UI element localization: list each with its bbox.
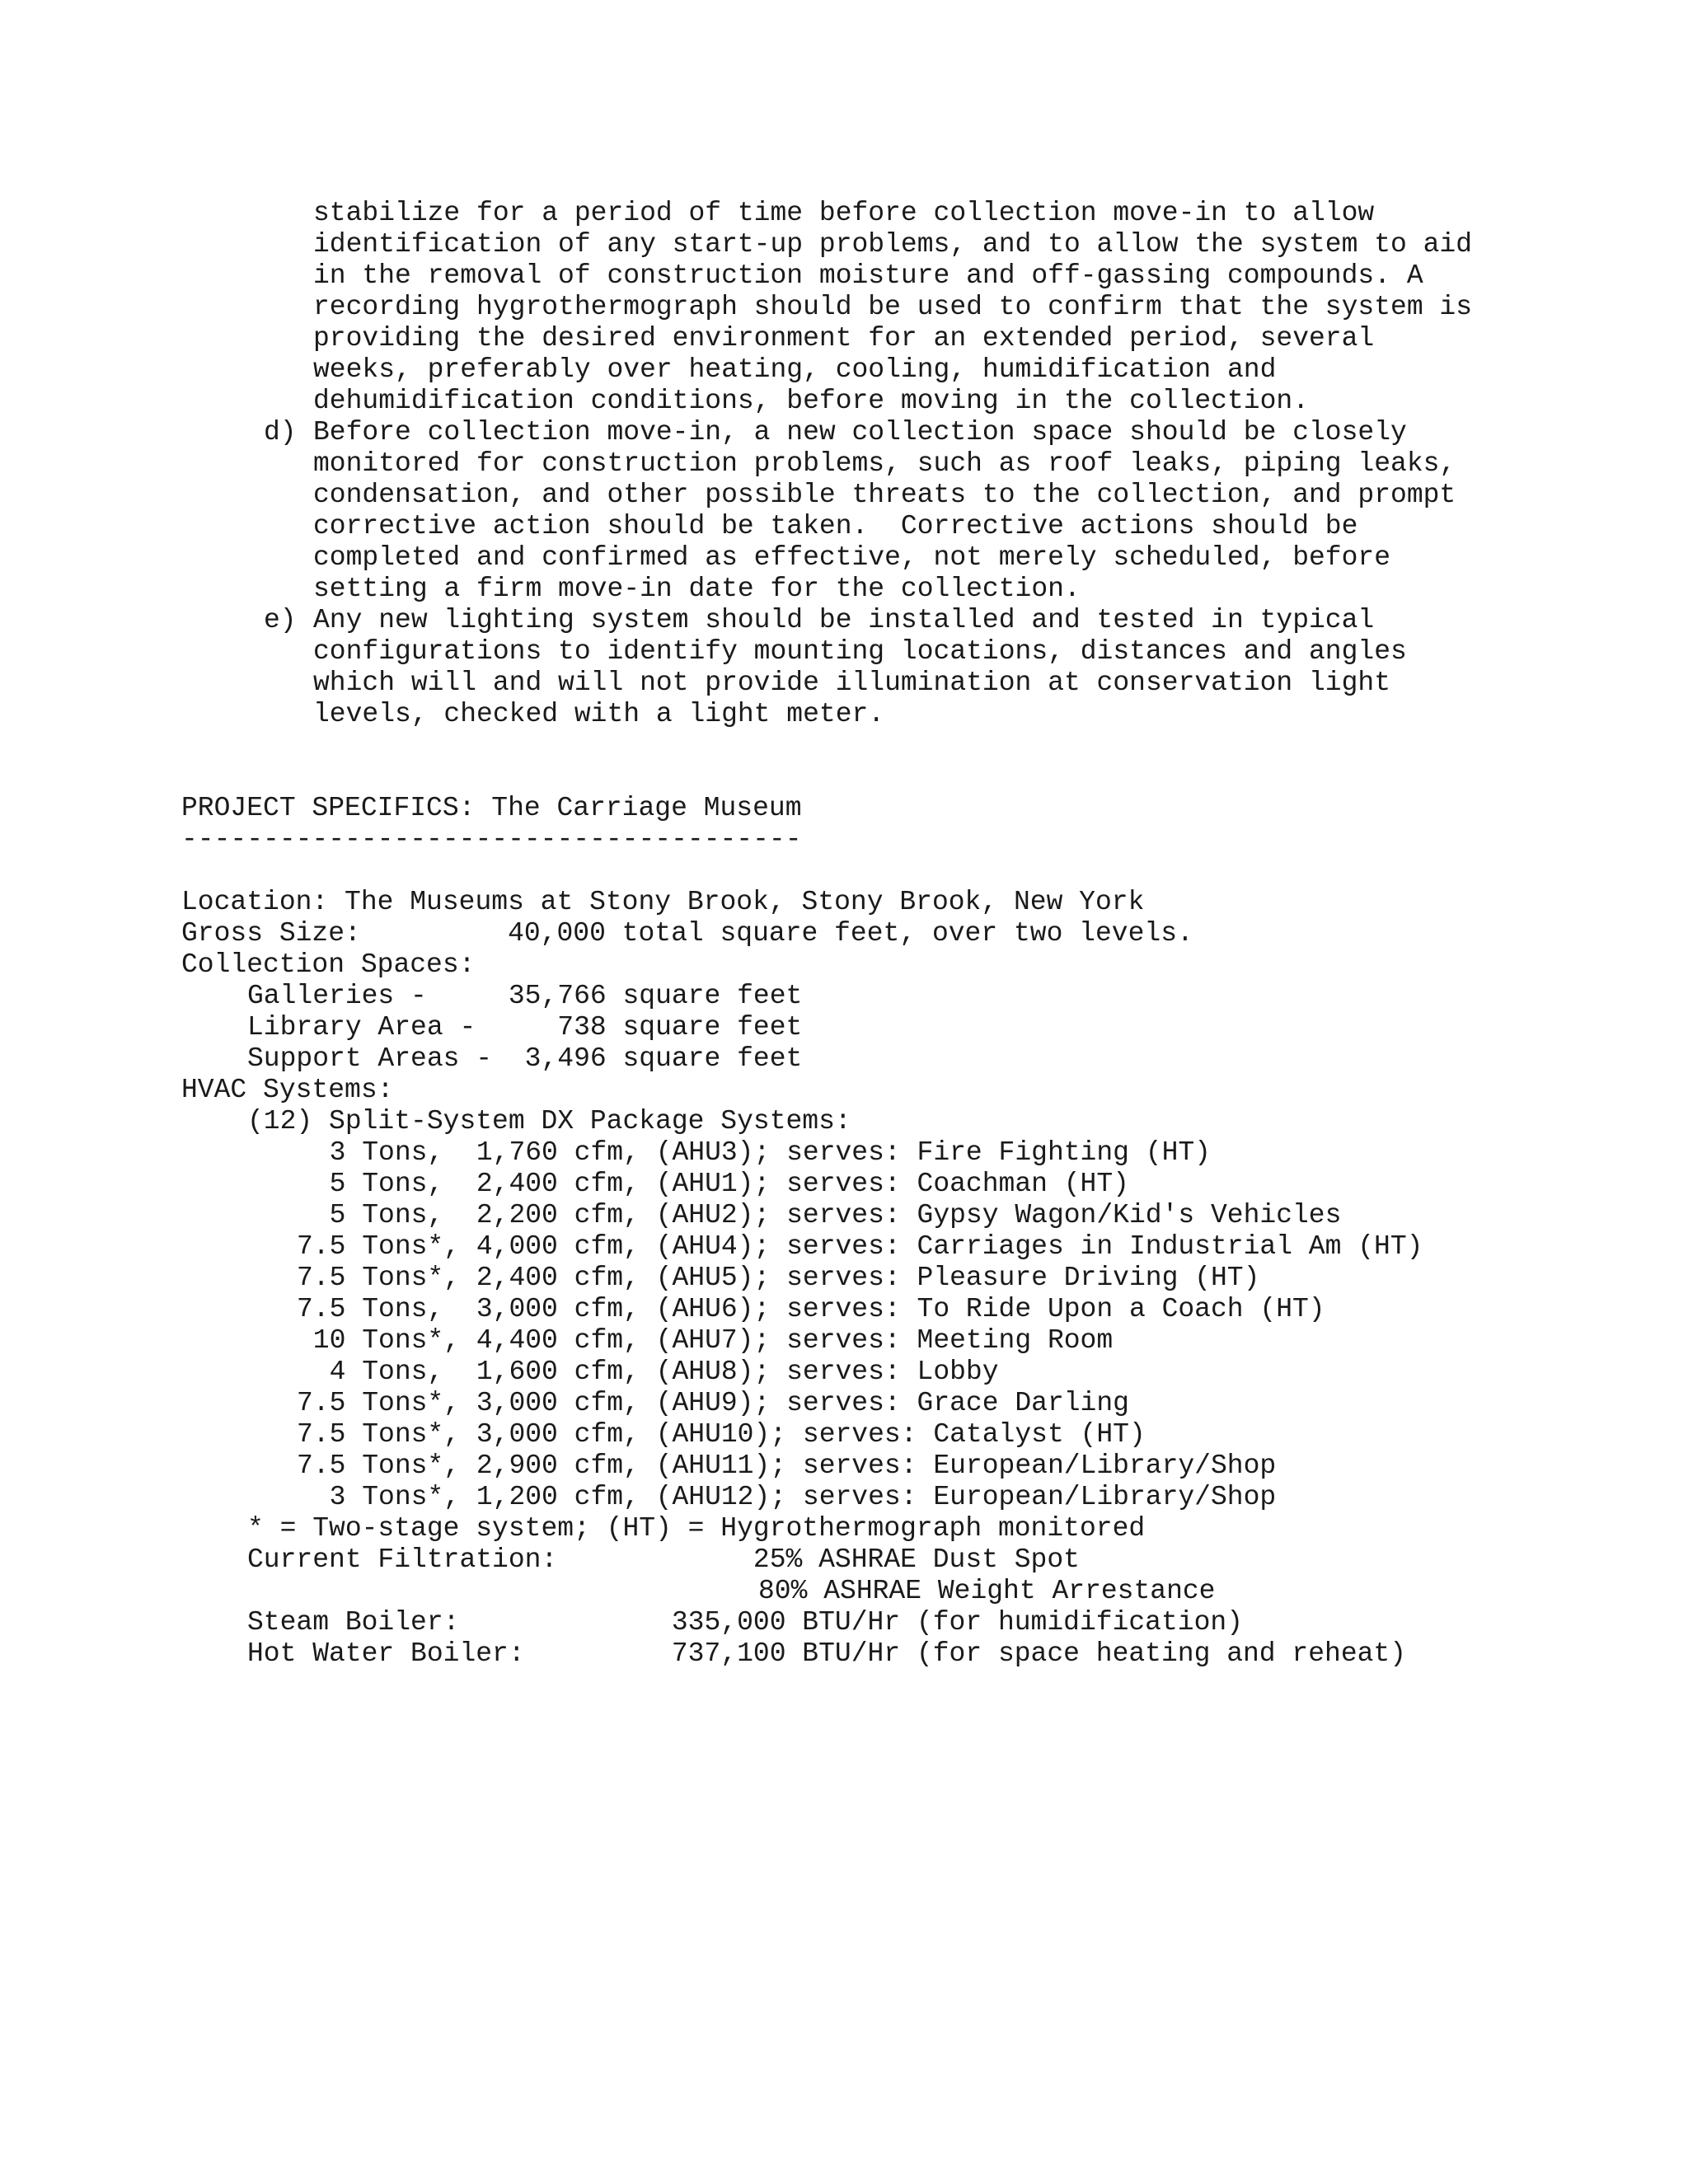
collection-space-line: Library Area - 738 square feet bbox=[247, 1012, 803, 1043]
hvac-unit-line: 7.5 Tons*, 2,400 cfm, (AHU5); serves: Pleasure Driving (HT) bbox=[297, 1263, 1260, 1293]
paragraph-line: providing the desired environment for an extended period, several bbox=[313, 323, 1375, 354]
list-item-line: levels, checked with a light meter. bbox=[313, 699, 885, 729]
collection-space-line: Support Areas - 3,496 square feet bbox=[247, 1043, 803, 1074]
list-item-line: corrective action should be taken. Corrective actions should be bbox=[313, 511, 1358, 541]
section-heading: PROJECT SPECIFICS: The Carriage Museum bbox=[181, 793, 802, 823]
filtration-line: 80% ASHRAE Weight Arrestance bbox=[758, 1576, 1216, 1606]
list-item-line: setting a firm move-in date for the collection. bbox=[313, 574, 1081, 604]
hvac-unit-line: 4 Tons, 1,600 cfm, (AHU8); serves: Lobby bbox=[297, 1357, 999, 1387]
hvac-unit-line: 10 Tons*, 4,400 cfm, (AHU7); serves: Meeting Room bbox=[297, 1325, 1114, 1356]
paragraph-line: weeks, preferably over heating, cooling, humidification and bbox=[313, 354, 1277, 385]
paragraph-line: in the removal of construction moisture and off-gassing compounds. A bbox=[313, 260, 1423, 291]
hvac-systems-label: HVAC Systems: bbox=[181, 1075, 394, 1105]
gross-size-line: Gross Size: 40,000 total square feet, over two levels. bbox=[181, 918, 1193, 949]
hvac-unit-line: 7.5 Tons*, 4,000 cfm, (AHU4); serves: Carriages in Industrial Am (HT) bbox=[297, 1231, 1423, 1262]
hot-water-boiler-line: Hot Water Boiler: 737,100 BTU/Hr (for space heating and reheat) bbox=[247, 1638, 1407, 1669]
collection-spaces-label: Collection Spaces: bbox=[181, 949, 476, 980]
list-item-line: monitored for construction problems, such as roof leaks, piping leaks, bbox=[313, 448, 1456, 479]
paragraph-line: dehumidification conditions, before moving in the collection. bbox=[313, 386, 1309, 416]
hvac-unit-line: 3 Tons*, 1,200 cfm, (AHU12); serves: European/Library/Shop bbox=[297, 1482, 1277, 1512]
list-item-line: completed and confirmed as effective, not merely scheduled, before bbox=[313, 542, 1391, 573]
location-line: Location: The Museums at Stony Brook, Stony Brook, New York bbox=[181, 887, 1145, 917]
steam-boiler-line: Steam Boiler: 335,000 BTU/Hr (for humidification) bbox=[247, 1607, 1243, 1638]
hvac-unit-line: 3 Tons, 1,760 cfm, (AHU3); serves: Fire Fighting (HT) bbox=[297, 1137, 1211, 1168]
package-systems-label: (12) Split-System DX Package Systems: bbox=[247, 1106, 851, 1137]
list-item-line: which will and will not provide illumination at conservation light bbox=[313, 668, 1391, 698]
paragraph-line: stabilize for a period of time before collection move-in to allow bbox=[313, 198, 1375, 228]
hvac-unit-line: 5 Tons, 2,400 cfm, (AHU1); serves: Coachman (HT) bbox=[297, 1169, 1129, 1199]
legend-note: * = Two-stage system; (HT) = Hygrothermograph monitored bbox=[247, 1513, 1146, 1544]
list-item-line: Any new lighting system should be installed and tested in typical bbox=[313, 605, 1375, 635]
hvac-unit-line: 5 Tons, 2,200 cfm, (AHU2); serves: Gypsy Wagon/Kid's Vehicles bbox=[297, 1200, 1342, 1230]
hvac-unit-line: 7.5 Tons*, 2,900 cfm, (AHU11); serves: European/Library/Shop bbox=[297, 1451, 1277, 1481]
list-item-line: configurations to identify mounting locations, distances and angles bbox=[313, 636, 1407, 667]
hvac-unit-line: 7.5 Tons*, 3,000 cfm, (AHU9); serves: Grace Darling bbox=[297, 1388, 1129, 1418]
collection-space-line: Galleries - 35,766 square feet bbox=[247, 981, 803, 1011]
heading-rule: -------------------------------------- bbox=[181, 824, 802, 855]
hvac-unit-line: 7.5 Tons, 3,000 cfm, (AHU6); serves: To Ride Upon a Coach (HT) bbox=[297, 1294, 1325, 1324]
filtration-line: Current Filtration: 25% ASHRAE Dust Spot bbox=[247, 1544, 1080, 1575]
list-item-line: Before collection move-in, a new collection space should be closely bbox=[313, 417, 1407, 448]
paragraph-line: recording hygrothermograph should be used to confirm that the system is bbox=[313, 292, 1473, 322]
list-item-line: condensation, and other possible threats to the collection, and prompt bbox=[313, 480, 1456, 510]
list-marker: e) bbox=[264, 605, 297, 635]
paragraph-line: identification of any start-up problems, and to allow the system to aid bbox=[313, 229, 1473, 260]
list-marker: d) bbox=[264, 417, 297, 448]
hvac-unit-line: 7.5 Tons*, 3,000 cfm, (AHU10); serves: Catalyst (HT) bbox=[297, 1419, 1146, 1450]
